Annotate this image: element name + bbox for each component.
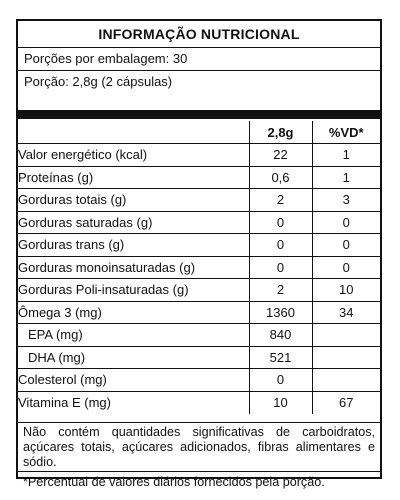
table-row bbox=[18, 391, 380, 414]
nutrient-dv: 1 bbox=[312, 144, 380, 167]
nutrient-dv: 3 bbox=[312, 189, 380, 212]
nutrition-facts-panel bbox=[16, 19, 382, 489]
nutrient-name: Proteínas (g) bbox=[18, 166, 249, 189]
table-row bbox=[18, 234, 380, 257]
nutrient-name: Ômega 3 (mg) bbox=[18, 301, 249, 324]
table-row bbox=[18, 346, 380, 369]
header-amount: 2,8g bbox=[249, 121, 312, 144]
table-header-row bbox=[18, 121, 380, 144]
insignificant-amounts-note: Não contém quantidades significativas de carboidratos, açúcares totais, açúcares adicionados, fibras alimentares e sódio. bbox=[23, 425, 375, 469]
nutrient-name: Valor energético (kcal) bbox=[18, 144, 249, 167]
nutrient-amount: 0 bbox=[249, 211, 312, 234]
nutrient-dv: 0 bbox=[312, 256, 380, 279]
nutrient-amount: 840 bbox=[249, 324, 312, 347]
table-row bbox=[18, 189, 380, 212]
nutrient-dv: 0 bbox=[312, 234, 380, 257]
nutrient-name: Gorduras totais (g) bbox=[18, 189, 249, 212]
table-row bbox=[18, 301, 380, 324]
nutrient-amount: 22 bbox=[249, 144, 312, 167]
nutrient-amount: 0 bbox=[249, 234, 312, 257]
nutrient-name: Gorduras trans (g) bbox=[18, 234, 249, 257]
nutrition-table bbox=[18, 121, 380, 414]
nutrient-dv: 34 bbox=[312, 301, 380, 324]
nutrient-amount: 10 bbox=[249, 391, 312, 414]
header-nutrient bbox=[18, 121, 249, 144]
table-row bbox=[18, 211, 380, 234]
nutrient-dv bbox=[312, 346, 380, 369]
nutrient-dv bbox=[312, 324, 380, 347]
header-dv: %VD* bbox=[312, 121, 380, 144]
serving-size: Porção: 2,8g (2 cápsulas) bbox=[24, 74, 173, 89]
nutrient-amount: 0 bbox=[249, 256, 312, 279]
nutrient-name: Gorduras Poli-insaturadas (g) bbox=[18, 279, 249, 302]
nutrient-name: Gorduras saturadas (g) bbox=[18, 211, 249, 234]
table-row bbox=[18, 324, 380, 347]
nutrient-name: Colesterol (mg) bbox=[18, 369, 249, 392]
nutrient-dv: 1 bbox=[312, 166, 380, 189]
table-row bbox=[18, 279, 380, 302]
nutrient-amount: 1360 bbox=[249, 301, 312, 324]
nutrient-dv bbox=[312, 369, 380, 392]
nutrient-name: EPA (mg) bbox=[18, 324, 249, 347]
servings-per-package: Porções por embalagem: 30 bbox=[24, 51, 188, 66]
thick-divider bbox=[18, 110, 380, 119]
nutrient-name: Gorduras monoinsaturadas (g) bbox=[18, 256, 249, 279]
table-row bbox=[18, 144, 380, 167]
nutrient-amount: 521 bbox=[249, 346, 312, 369]
table-row bbox=[18, 166, 380, 189]
divider bbox=[18, 471, 380, 472]
nutrient-amount: 0 bbox=[249, 369, 312, 392]
table-row bbox=[18, 369, 380, 392]
daily-value-footnote: *Percentual de valores diários fornecidos pela porção. bbox=[23, 475, 325, 489]
nutrient-amount: 2 bbox=[249, 279, 312, 302]
nutrient-amount: 0,6 bbox=[249, 166, 312, 189]
divider bbox=[18, 422, 380, 423]
panel-title: INFORMAÇÃO NUTRICIONAL bbox=[98, 26, 300, 42]
table-row bbox=[18, 256, 380, 279]
nutrient-name: DHA (mg) bbox=[18, 346, 249, 369]
nutrient-amount: 2 bbox=[249, 189, 312, 212]
nutrient-name: Vitamina E (mg) bbox=[18, 391, 249, 414]
nutrient-dv: 67 bbox=[312, 391, 380, 414]
nutrient-dv: 10 bbox=[312, 279, 380, 302]
nutrient-dv: 0 bbox=[312, 211, 380, 234]
